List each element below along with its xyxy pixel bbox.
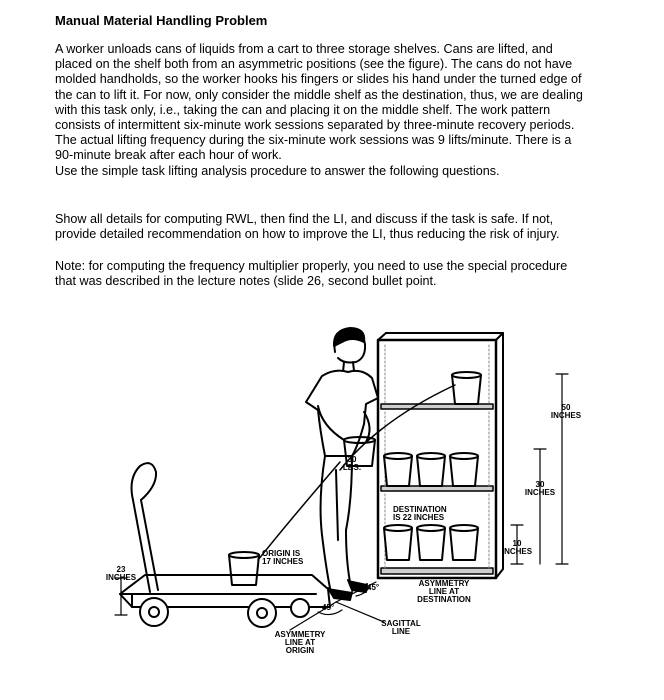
description-line: with this task only, i.e., taking the can and placing it on the middle shelf. The work pattern: [55, 102, 551, 117]
description-line: A worker unloads cans of liquids from a cart to three storage shelves. Cans are lifted, and: [55, 42, 553, 56]
sagittal-line-label: LINE: [391, 627, 411, 636]
bottom-shelf-height-unit: INCHES: [501, 547, 533, 556]
instruction-line: provide detailed recommendation on how to improve the LI, thus reducing the risk of injury.: [55, 227, 560, 242]
cart-height-value: 23: [116, 565, 126, 574]
description-line: the can to lift it. For now, only consider the middle shelf as the destination, thus, we are dealing: [55, 87, 583, 102]
lift-path-from-cart: [258, 462, 340, 560]
asymmetry-destination-label: DESTINATION: [417, 595, 471, 604]
description-line: Use the simple task lifting analysis procedure to answer the following questions.: [55, 163, 500, 178]
description-line: The actual lifting frequency during the six-minute work sessions was 9 lifts/minute. There is a: [55, 133, 572, 148]
asymmetry-origin-label: LINE AT: [284, 638, 316, 647]
note-line: that was described in the lecture notes (slide 26, second bullet point.: [55, 274, 437, 289]
top-shelf-height-unit: INCHES: [550, 411, 582, 420]
description-line: molded handholds, so the worker hooks his fingers or slides his hand under the turned edge of: [55, 72, 582, 87]
origin-angle-label: 45°: [322, 603, 335, 612]
origin-height-value: 17 INCHES: [262, 557, 304, 566]
middle-shelf-height-unit: INCHES: [524, 488, 556, 497]
origin-height-label: ORIGIN IS: [262, 549, 301, 558]
cart-height-unit: INCHES: [105, 573, 137, 582]
asymmetry-destination-label: ASYMMETRY: [418, 579, 470, 588]
top-shelf-height-value: 50: [561, 403, 571, 412]
middle-shelf-height-value: 30: [535, 480, 545, 489]
top-shelf-can: [452, 372, 481, 404]
destination-height-value: IS 22 INCHES: [393, 513, 445, 522]
destination-angle-label: 45°: [367, 583, 380, 592]
asymmetry-origin-label: ASYMMETRY: [274, 630, 326, 639]
bottom-shelf-height-value: 10: [512, 539, 522, 548]
note-line: Note: for computing the frequency multiplier properly, you need to use the special procedure: [55, 259, 568, 273]
load-weight-value: 30: [347, 455, 357, 464]
asymmetry-destination-label: LINE AT: [428, 587, 460, 596]
description-line: placed on the shelf both from an asymmetric positions (see the figure). The cans do not have: [55, 57, 573, 72]
problem-title: Manual Material Handling Problem: [55, 13, 268, 28]
middle-shelf-cans: [384, 453, 478, 486]
sagittal-line-label: SAGITTAL: [381, 619, 421, 628]
description-line: consists of intermittent six-minute work sessions separated by three-minute recovery periods.: [55, 118, 575, 133]
storage-shelf-unit: [378, 333, 503, 578]
asymmetry-origin-label: ORIGIN: [285, 646, 315, 655]
instruction-line: Show all details for computing RWL, then find the LI, and discuss if the task is safe. If not,: [55, 212, 554, 226]
bottom-shelf-cans: [384, 525, 478, 560]
cart: [120, 463, 330, 627]
load-weight-unit: LBS.: [342, 463, 362, 472]
description-line: 90-minute break after each hour of work.: [55, 148, 282, 163]
destination-height-label: DESTINATION: [393, 505, 447, 514]
